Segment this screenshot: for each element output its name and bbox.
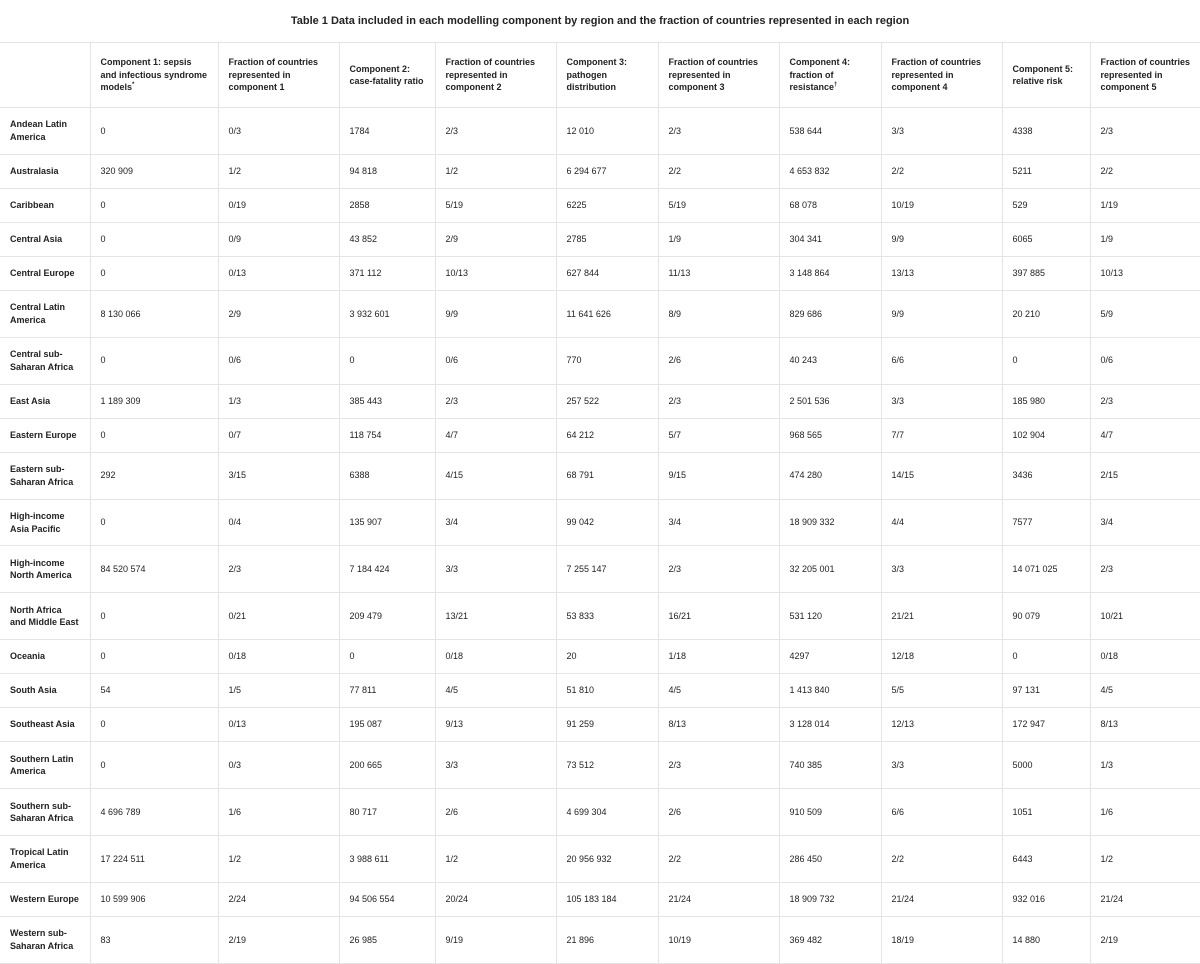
value-cell: 4297 xyxy=(779,640,881,674)
value-cell: 2/3 xyxy=(658,108,779,155)
value-cell: 21 896 xyxy=(556,916,658,963)
value-cell: 1 413 840 xyxy=(779,674,881,708)
region-cell: Southern Latin America xyxy=(0,742,90,789)
table-row xyxy=(0,337,1200,384)
table-row xyxy=(0,452,1200,499)
table-row xyxy=(0,384,1200,418)
value-cell: 0/18 xyxy=(1090,640,1200,674)
value-cell: 8/9 xyxy=(658,290,779,337)
value-cell: 3 148 864 xyxy=(779,256,881,290)
region-cell: Central Europe xyxy=(0,256,90,290)
region-cell: High-income North America xyxy=(0,546,90,593)
region-cell: Caribbean xyxy=(0,188,90,222)
value-cell: 0 xyxy=(90,593,218,640)
value-cell: 2/6 xyxy=(658,337,779,384)
region-cell: Central sub-Saharan Africa xyxy=(0,337,90,384)
table-row xyxy=(0,108,1200,155)
value-cell: 26 985 xyxy=(339,916,435,963)
value-cell: 474 280 xyxy=(779,452,881,499)
value-cell: 200 665 xyxy=(339,742,435,789)
value-cell: 0 xyxy=(90,222,218,256)
value-cell: 13/21 xyxy=(435,593,556,640)
table-row xyxy=(0,222,1200,256)
header-cell xyxy=(658,43,779,108)
value-cell: 2/6 xyxy=(658,789,779,836)
value-cell: 80 717 xyxy=(339,789,435,836)
region-cell: Eastern sub-Saharan Africa xyxy=(0,452,90,499)
value-cell: 8 130 066 xyxy=(90,290,218,337)
region-cell: Central Asia xyxy=(0,222,90,256)
header-cell xyxy=(339,43,435,108)
value-cell: 73 512 xyxy=(556,742,658,789)
value-cell: 20 xyxy=(556,640,658,674)
table-row xyxy=(0,708,1200,742)
value-cell: 0/13 xyxy=(218,708,339,742)
table-row xyxy=(0,256,1200,290)
value-cell: 21/24 xyxy=(881,882,1002,916)
value-cell: 77 811 xyxy=(339,674,435,708)
header-text: Fraction of countries represented in component 4 xyxy=(891,57,982,93)
value-cell: 1/3 xyxy=(218,384,339,418)
value-cell: 7/7 xyxy=(881,418,1002,452)
header-cell xyxy=(1090,43,1200,108)
region-cell: Australasia xyxy=(0,154,90,188)
value-cell: 14/15 xyxy=(881,452,1002,499)
value-cell: 6/6 xyxy=(881,789,1002,836)
data-table xyxy=(0,42,1200,964)
region-cell: Oceania xyxy=(0,640,90,674)
value-cell: 2/3 xyxy=(435,384,556,418)
header-text: Component 4: fraction of resistance xyxy=(789,57,850,93)
value-cell: 3436 xyxy=(1002,452,1090,499)
header-cell xyxy=(779,43,881,108)
footnote-mark: † xyxy=(834,82,838,89)
value-cell: 627 844 xyxy=(556,256,658,290)
value-cell: 11/13 xyxy=(658,256,779,290)
value-cell: 6 294 677 xyxy=(556,154,658,188)
value-cell: 9/15 xyxy=(658,452,779,499)
value-cell: 2/3 xyxy=(658,742,779,789)
value-cell: 2858 xyxy=(339,188,435,222)
value-cell: 185 980 xyxy=(1002,384,1090,418)
value-cell: 0/3 xyxy=(218,108,339,155)
value-cell: 1/9 xyxy=(658,222,779,256)
table-row xyxy=(0,836,1200,883)
value-cell: 14 880 xyxy=(1002,916,1090,963)
value-cell: 531 120 xyxy=(779,593,881,640)
value-cell: 135 907 xyxy=(339,499,435,546)
table-row xyxy=(0,640,1200,674)
table-row xyxy=(0,916,1200,963)
region-cell: Tropical Latin America xyxy=(0,836,90,883)
value-cell: 54 xyxy=(90,674,218,708)
value-cell: 40 243 xyxy=(779,337,881,384)
value-cell: 0/6 xyxy=(218,337,339,384)
value-cell: 11 641 626 xyxy=(556,290,658,337)
value-cell: 2/3 xyxy=(435,108,556,155)
value-cell: 0/6 xyxy=(435,337,556,384)
value-cell: 257 522 xyxy=(556,384,658,418)
header-row xyxy=(0,43,1200,108)
header-cell xyxy=(218,43,339,108)
table-title: Table 1 Data included in each modelling component by region and the fraction of countries represented in each region xyxy=(290,15,910,27)
table-row xyxy=(0,188,1200,222)
value-cell: 14 071 025 xyxy=(1002,546,1090,593)
region-cell: South Asia xyxy=(0,674,90,708)
value-cell: 0 xyxy=(339,337,435,384)
value-cell: 0 xyxy=(90,640,218,674)
header-text: Component 1: sepsis and infectious syndrome models xyxy=(100,57,208,93)
value-cell: 0 xyxy=(90,256,218,290)
table-row xyxy=(0,789,1200,836)
value-cell: 0 xyxy=(1002,337,1090,384)
table-row xyxy=(0,418,1200,452)
value-cell: 292 xyxy=(90,452,218,499)
header-cell xyxy=(435,43,556,108)
value-cell: 1/2 xyxy=(1090,836,1200,883)
value-cell: 0 xyxy=(90,108,218,155)
value-cell: 4/7 xyxy=(435,418,556,452)
value-cell: 0/3 xyxy=(218,742,339,789)
value-cell: 0 xyxy=(90,499,218,546)
value-cell: 3/3 xyxy=(881,108,1002,155)
value-cell: 910 509 xyxy=(779,789,881,836)
value-cell: 2/9 xyxy=(435,222,556,256)
value-cell: 1/9 xyxy=(1090,222,1200,256)
value-cell: 2785 xyxy=(556,222,658,256)
value-cell: 0 xyxy=(90,188,218,222)
value-cell: 385 443 xyxy=(339,384,435,418)
value-cell: 18 909 332 xyxy=(779,499,881,546)
header-cell xyxy=(556,43,658,108)
value-cell: 18 909 732 xyxy=(779,882,881,916)
value-cell: 0 xyxy=(90,418,218,452)
table-row xyxy=(0,290,1200,337)
value-cell: 8/13 xyxy=(658,708,779,742)
header-text: Component 5: relative risk xyxy=(1012,63,1073,86)
value-cell: 3/4 xyxy=(435,499,556,546)
value-cell: 84 520 574 xyxy=(90,546,218,593)
value-cell: 102 904 xyxy=(1002,418,1090,452)
value-cell: 43 852 xyxy=(339,222,435,256)
value-cell: 3 988 611 xyxy=(339,836,435,883)
value-cell: 0 xyxy=(339,640,435,674)
table-row xyxy=(0,882,1200,916)
value-cell: 0/4 xyxy=(218,499,339,546)
value-cell: 4/7 xyxy=(1090,418,1200,452)
value-cell: 7 184 424 xyxy=(339,546,435,593)
value-cell: 10/21 xyxy=(1090,593,1200,640)
value-cell: 10/13 xyxy=(1090,256,1200,290)
value-cell: 2/6 xyxy=(435,789,556,836)
value-cell: 3/15 xyxy=(218,452,339,499)
value-cell: 9/19 xyxy=(435,916,556,963)
value-cell: 90 079 xyxy=(1002,593,1090,640)
value-cell: 5/7 xyxy=(658,418,779,452)
value-cell: 770 xyxy=(556,337,658,384)
value-cell: 9/9 xyxy=(435,290,556,337)
value-cell: 12 010 xyxy=(556,108,658,155)
table-row xyxy=(0,674,1200,708)
value-cell: 0 xyxy=(90,337,218,384)
value-cell: 6/6 xyxy=(881,337,1002,384)
value-cell: 529 xyxy=(1002,188,1090,222)
value-cell: 6388 xyxy=(339,452,435,499)
header-cell xyxy=(881,43,1002,108)
value-cell: 1/2 xyxy=(218,836,339,883)
value-cell: 172 947 xyxy=(1002,708,1090,742)
header-text: Fraction of countries represented in component 3 xyxy=(668,57,759,93)
value-cell: 195 087 xyxy=(339,708,435,742)
value-cell: 21/21 xyxy=(881,593,1002,640)
value-cell: 0 xyxy=(90,742,218,789)
value-cell: 5/19 xyxy=(435,188,556,222)
region-cell: Eastern Europe xyxy=(0,418,90,452)
value-cell: 0 xyxy=(90,708,218,742)
value-cell: 7 255 147 xyxy=(556,546,658,593)
value-cell: 118 754 xyxy=(339,418,435,452)
value-cell: 209 479 xyxy=(339,593,435,640)
value-cell: 64 212 xyxy=(556,418,658,452)
value-cell: 105 183 184 xyxy=(556,882,658,916)
value-cell: 397 885 xyxy=(1002,256,1090,290)
value-cell: 6225 xyxy=(556,188,658,222)
value-cell: 12/18 xyxy=(881,640,1002,674)
value-cell: 2/2 xyxy=(881,154,1002,188)
table-row xyxy=(0,593,1200,640)
value-cell: 68 078 xyxy=(779,188,881,222)
header-cell xyxy=(90,43,218,108)
region-cell: Southeast Asia xyxy=(0,708,90,742)
value-cell: 1/3 xyxy=(1090,742,1200,789)
value-cell: 91 259 xyxy=(556,708,658,742)
value-cell: 968 565 xyxy=(779,418,881,452)
value-cell: 2/3 xyxy=(1090,546,1200,593)
value-cell: 4 696 789 xyxy=(90,789,218,836)
value-cell: 4 699 304 xyxy=(556,789,658,836)
value-cell: 9/9 xyxy=(881,290,1002,337)
value-cell: 6065 xyxy=(1002,222,1090,256)
value-cell: 2/3 xyxy=(1090,108,1200,155)
value-cell: 94 506 554 xyxy=(339,882,435,916)
value-cell: 2/2 xyxy=(658,154,779,188)
value-cell: 1/2 xyxy=(435,836,556,883)
value-cell: 2/24 xyxy=(218,882,339,916)
value-cell: 2 501 536 xyxy=(779,384,881,418)
footnote-mark: * xyxy=(132,82,135,89)
value-cell: 10 599 906 xyxy=(90,882,218,916)
value-cell: 5211 xyxy=(1002,154,1090,188)
value-cell: 2/19 xyxy=(218,916,339,963)
region-cell: North Africa and Middle East xyxy=(0,593,90,640)
value-cell: 4/5 xyxy=(658,674,779,708)
value-cell: 1051 xyxy=(1002,789,1090,836)
value-cell: 1/2 xyxy=(218,154,339,188)
region-cell: Central Latin America xyxy=(0,290,90,337)
value-cell: 829 686 xyxy=(779,290,881,337)
value-cell: 2/3 xyxy=(218,546,339,593)
value-cell: 932 016 xyxy=(1002,882,1090,916)
value-cell: 3/3 xyxy=(881,384,1002,418)
value-cell: 83 xyxy=(90,916,218,963)
value-cell: 1/19 xyxy=(1090,188,1200,222)
value-cell: 0/6 xyxy=(1090,337,1200,384)
value-cell: 21/24 xyxy=(1090,882,1200,916)
region-cell: Southern sub-Saharan Africa xyxy=(0,789,90,836)
value-cell: 5/9 xyxy=(1090,290,1200,337)
value-cell: 10/19 xyxy=(658,916,779,963)
value-cell: 3/3 xyxy=(881,546,1002,593)
value-cell: 3/3 xyxy=(435,546,556,593)
value-cell: 2/2 xyxy=(881,836,1002,883)
value-cell: 4/15 xyxy=(435,452,556,499)
region-cell: East Asia xyxy=(0,384,90,418)
value-cell: 0/21 xyxy=(218,593,339,640)
value-cell: 1/5 xyxy=(218,674,339,708)
value-cell: 10/19 xyxy=(881,188,1002,222)
value-cell: 538 644 xyxy=(779,108,881,155)
value-cell: 20 210 xyxy=(1002,290,1090,337)
value-cell: 20/24 xyxy=(435,882,556,916)
value-cell: 32 205 001 xyxy=(779,546,881,593)
value-cell: 9/13 xyxy=(435,708,556,742)
table-row xyxy=(0,742,1200,789)
value-cell: 740 385 xyxy=(779,742,881,789)
value-cell: 320 909 xyxy=(90,154,218,188)
value-cell: 2/3 xyxy=(1090,384,1200,418)
value-cell: 17 224 511 xyxy=(90,836,218,883)
value-cell: 68 791 xyxy=(556,452,658,499)
value-cell: 0 xyxy=(1002,640,1090,674)
value-cell: 7577 xyxy=(1002,499,1090,546)
value-cell: 0/18 xyxy=(435,640,556,674)
value-cell: 3/3 xyxy=(881,742,1002,789)
region-cell: Western Europe xyxy=(0,882,90,916)
value-cell: 6443 xyxy=(1002,836,1090,883)
value-cell: 3/4 xyxy=(658,499,779,546)
value-cell: 369 482 xyxy=(779,916,881,963)
value-cell: 3 932 601 xyxy=(339,290,435,337)
value-cell: 304 341 xyxy=(779,222,881,256)
value-cell: 10/13 xyxy=(435,256,556,290)
value-cell: 5/5 xyxy=(881,674,1002,708)
value-cell: 4338 xyxy=(1002,108,1090,155)
value-cell: 3/3 xyxy=(435,742,556,789)
header-text: Component 3: pathogen distribution xyxy=(566,57,627,93)
header-text: Fraction of countries represented in component 1 xyxy=(228,57,319,93)
value-cell: 4/5 xyxy=(435,674,556,708)
value-cell: 1/18 xyxy=(658,640,779,674)
value-cell: 5/19 xyxy=(658,188,779,222)
value-cell: 1784 xyxy=(339,108,435,155)
value-cell: 4 653 832 xyxy=(779,154,881,188)
value-cell: 13/13 xyxy=(881,256,1002,290)
value-cell: 1/6 xyxy=(218,789,339,836)
value-cell: 2/2 xyxy=(658,836,779,883)
value-cell: 2/15 xyxy=(1090,452,1200,499)
value-cell: 94 818 xyxy=(339,154,435,188)
header-cell xyxy=(1002,43,1090,108)
value-cell: 5000 xyxy=(1002,742,1090,789)
region-cell: High-income Asia Pacific xyxy=(0,499,90,546)
value-cell: 18/19 xyxy=(881,916,1002,963)
value-cell: 99 042 xyxy=(556,499,658,546)
value-cell: 2/3 xyxy=(658,546,779,593)
value-cell: 1/6 xyxy=(1090,789,1200,836)
value-cell: 0/19 xyxy=(218,188,339,222)
header-cell-region xyxy=(0,43,90,108)
value-cell: 0/9 xyxy=(218,222,339,256)
value-cell: 51 810 xyxy=(556,674,658,708)
value-cell: 2/3 xyxy=(658,384,779,418)
value-cell: 0/7 xyxy=(218,418,339,452)
value-cell: 0/18 xyxy=(218,640,339,674)
value-cell: 2/9 xyxy=(218,290,339,337)
region-cell: Western sub-Saharan Africa xyxy=(0,916,90,963)
value-cell: 0/13 xyxy=(218,256,339,290)
table-row xyxy=(0,546,1200,593)
table-row xyxy=(0,499,1200,546)
value-cell: 21/24 xyxy=(658,882,779,916)
value-cell: 53 833 xyxy=(556,593,658,640)
value-cell: 16/21 xyxy=(658,593,779,640)
value-cell: 2/2 xyxy=(1090,154,1200,188)
value-cell: 2/19 xyxy=(1090,916,1200,963)
value-cell: 97 131 xyxy=(1002,674,1090,708)
value-cell: 9/9 xyxy=(881,222,1002,256)
table-body xyxy=(0,108,1200,964)
value-cell: 4/5 xyxy=(1090,674,1200,708)
value-cell: 8/13 xyxy=(1090,708,1200,742)
header-text: Fraction of countries represented in component 2 xyxy=(445,57,536,93)
header-text: Component 2: case-fatality ratio xyxy=(349,63,424,86)
value-cell: 20 956 932 xyxy=(556,836,658,883)
value-cell: 3 128 014 xyxy=(779,708,881,742)
value-cell: 4/4 xyxy=(881,499,1002,546)
value-cell: 1 189 309 xyxy=(90,384,218,418)
header-text: Fraction of countries represented in component 5 xyxy=(1100,57,1191,93)
value-cell: 3/4 xyxy=(1090,499,1200,546)
value-cell: 12/13 xyxy=(881,708,1002,742)
region-cell: Andean Latin America xyxy=(0,108,90,155)
value-cell: 371 112 xyxy=(339,256,435,290)
table-row xyxy=(0,154,1200,188)
value-cell: 1/2 xyxy=(435,154,556,188)
value-cell: 286 450 xyxy=(779,836,881,883)
